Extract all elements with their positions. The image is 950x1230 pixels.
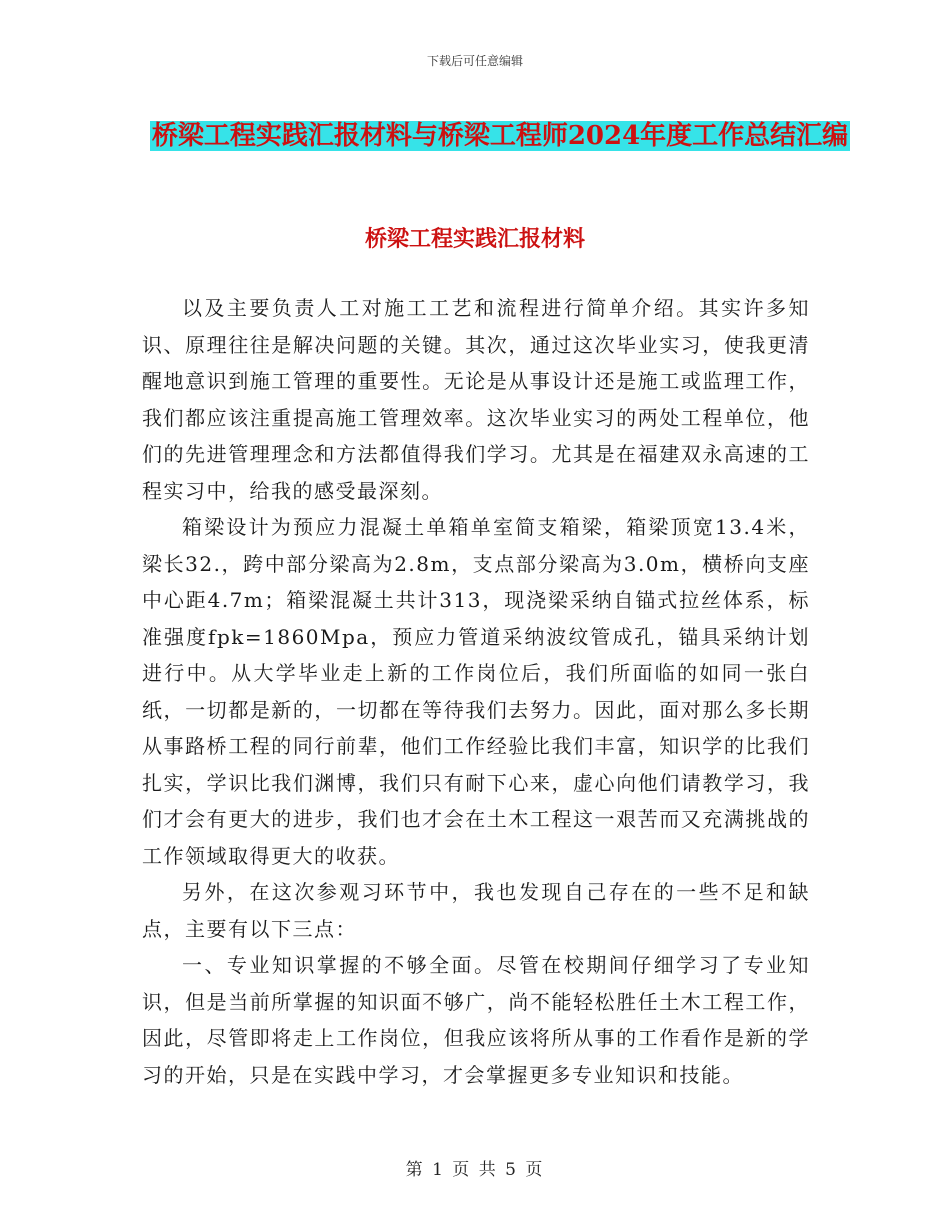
document-title-text: 桥梁工程实践汇报材料与桥梁工程师2024年度工作总结汇编: [151, 121, 849, 151]
document-title: [140, 112, 860, 160]
paragraph: 以及主要负责人工对施工工艺和流程进行简单介绍。其实许多知识、原理往往是解决问题的关键。其次，通过这次毕业实习，使我更清醒地意识到施工管理的重要性。无论是从事设计还是施工或监理工作，我们都应该注重提高施工管理效率。这次毕业实习的两处工程单位，他们的先进管理理念和方法都值得我们学习。尤其是在福建双永高速的工程实习中，给我的感受最深刻。: [142, 296, 810, 503]
section-title: 桥梁工程实践汇报材料: [364, 226, 585, 252]
page-number-footer: 第 1 页 共 5 页: [405, 1160, 545, 1180]
paragraph: 另外，在这次参观习环节中，我也发现自己存在的一些不足和缺点，主要有以下三点：: [142, 880, 810, 941]
page-header: 下载后可任意编辑: [426, 54, 523, 68]
paragraph: 箱梁设计为预应力混凝土单箱单室简支箱梁，箱梁顶宽13.4米，梁长32.，跨中部分梁高为2.8m，支点部分梁高为3.0m，横桥向支座中心距4.7m；箱梁混凝土共计313，现浇梁采纳自锚式拉丝体系，标准强度fpk=1860Mpa，预应力管道采纳波纹管成孔，锚具采纳计划进行中。从大学毕业走上新的工作岗位后，我们所面临的如同一张白纸，一切都是新的，一切都在等待我们去努力。因此，面对那么多长期从事路桥工程的同行前辈，他们工作经验比我们丰富，知识学的比我们扎实，学识比我们渊博，我们只有耐下心来，虚心向他们请教学习，我们才会有更大的进步，我们也才会在土木工程这一艰苦而又充满挑战的工作领域取得更大的收获。: [142, 515, 810, 868]
document-body: [142, 290, 810, 1093]
paragraph: 一、专业知识掌握的不够全面。尽管在校期间仔细学习了专业知识，但是当前所掌握的知识面不够广，尚不能轻松胜任土木工程工作，因此，尽管即将走上工作岗位，但我应该将所从事的工作看作是新的学习的开始，只是在实践中学习，才会掌握更多专业知识和技能。: [142, 953, 810, 1087]
